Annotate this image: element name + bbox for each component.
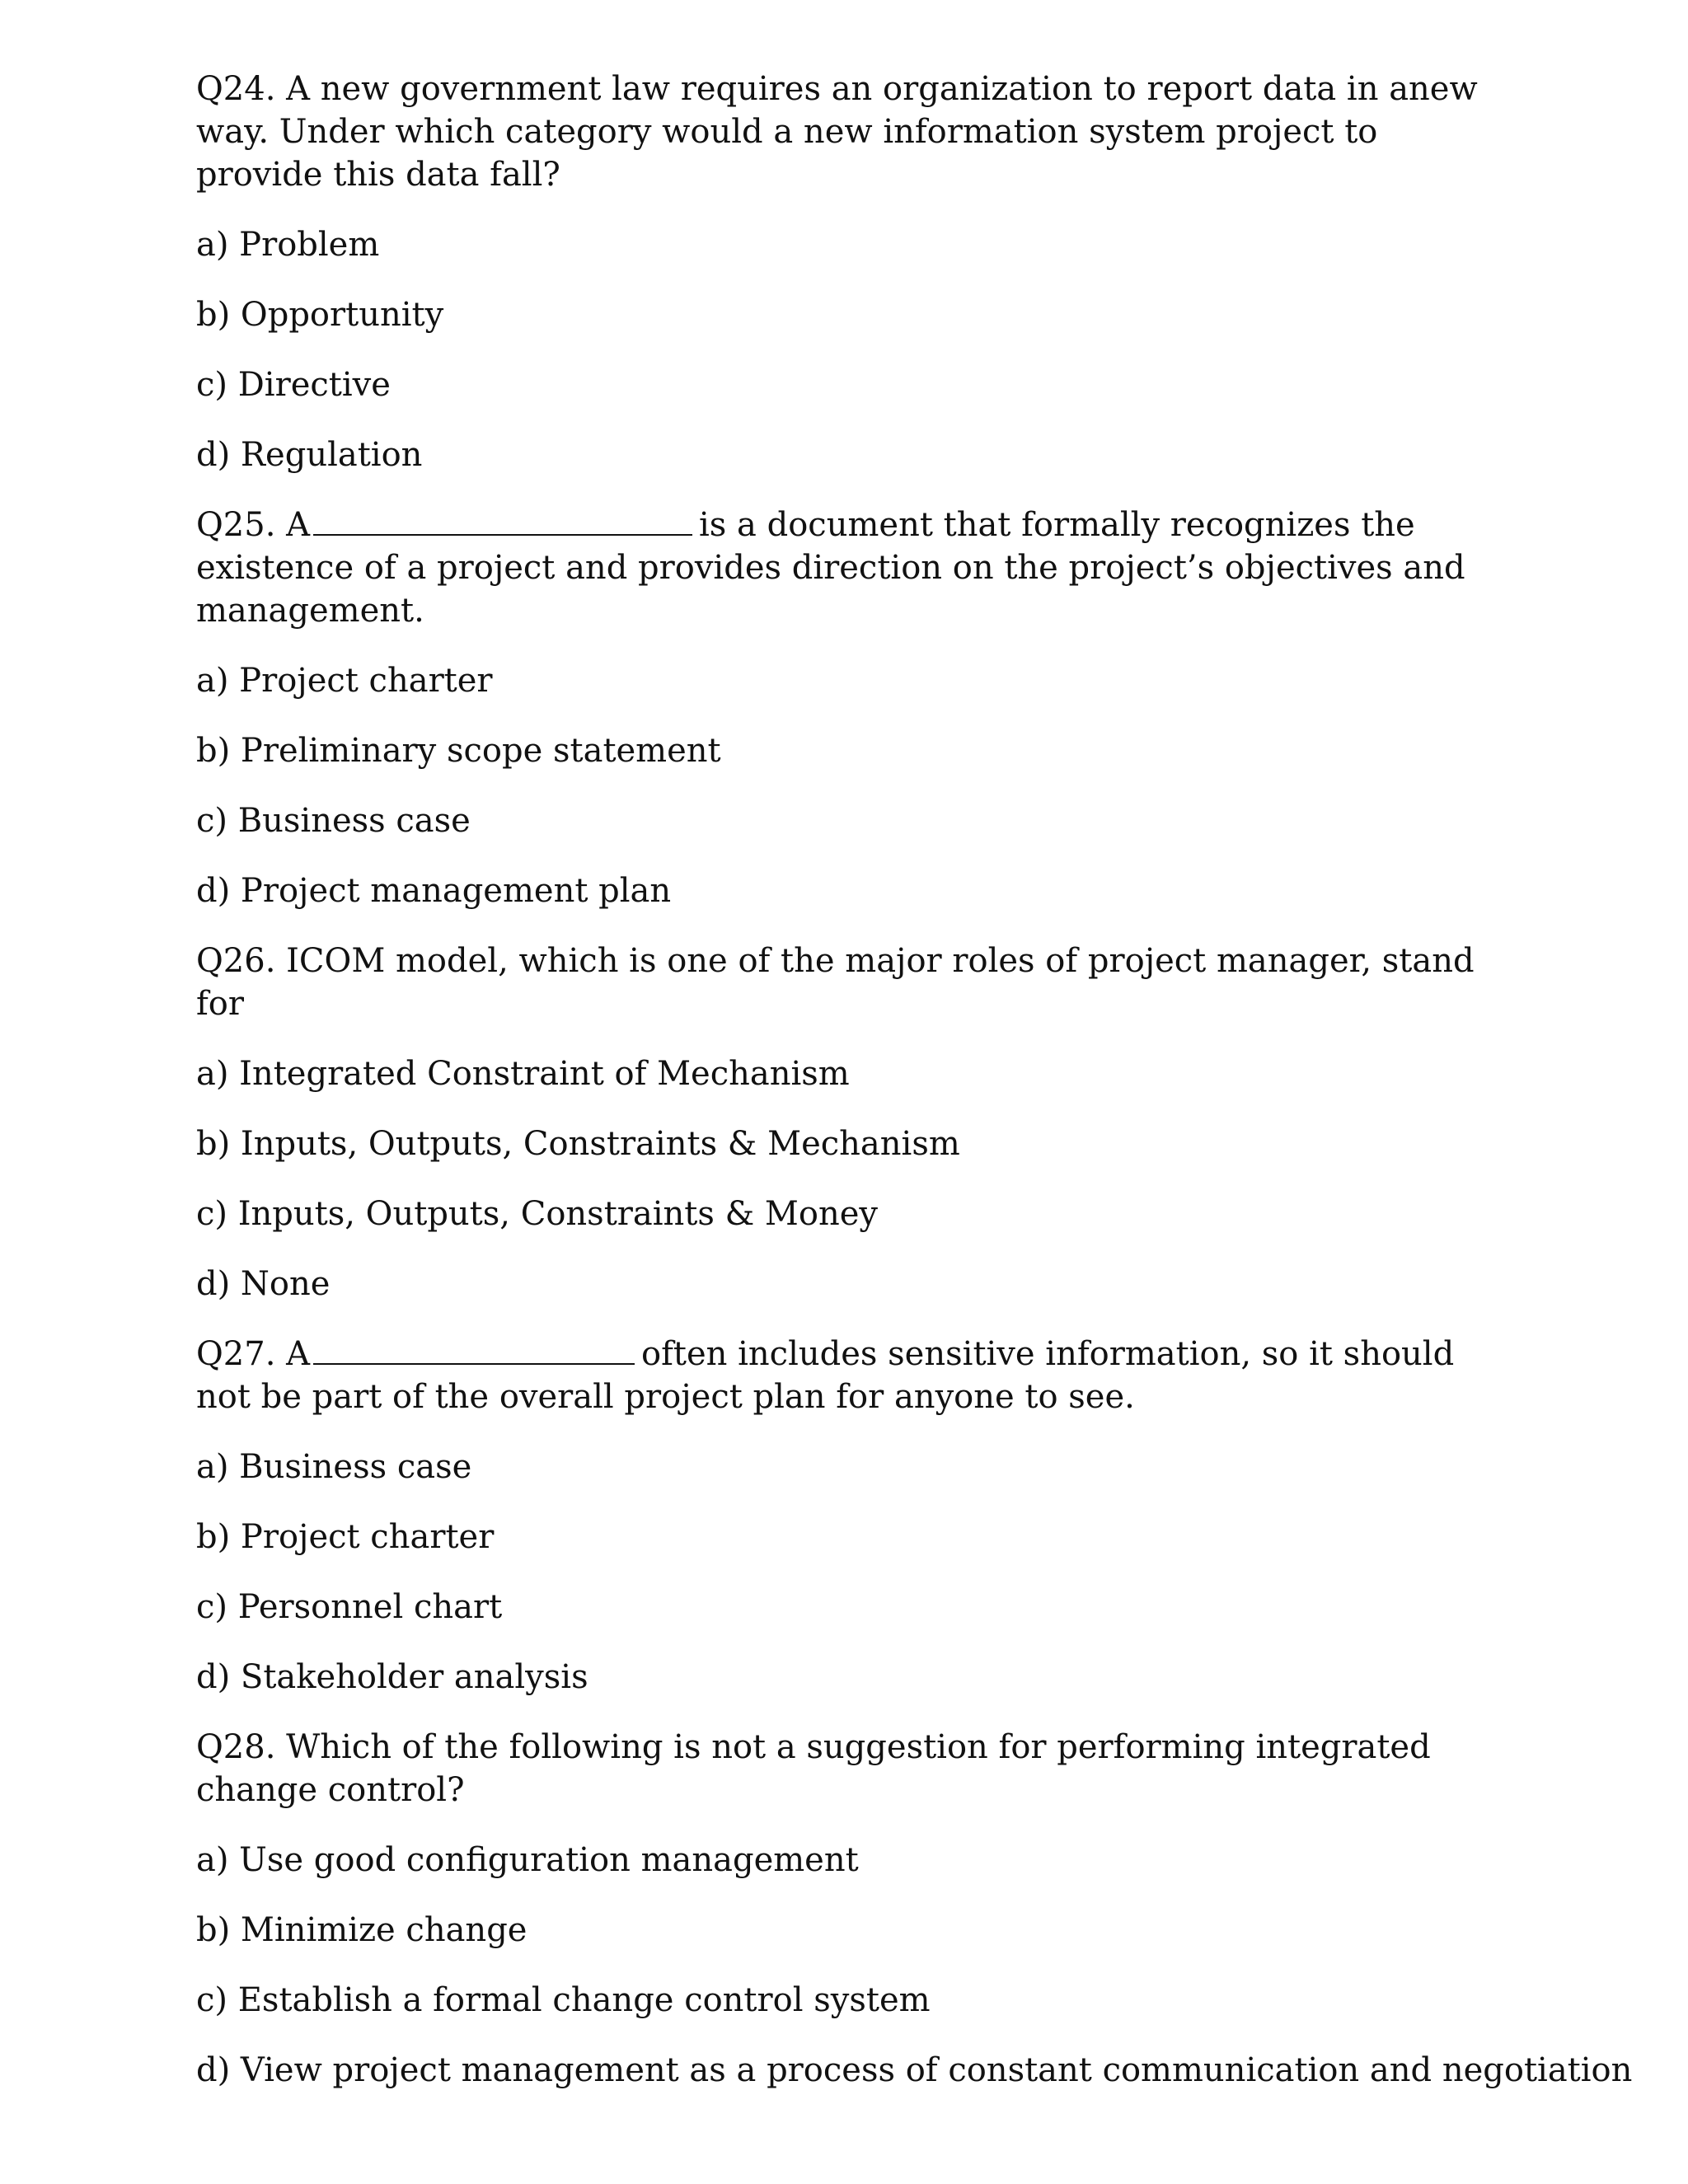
- option-a: a) Business case: [196, 1448, 472, 1486]
- option-c: c) Business case: [196, 802, 471, 840]
- question-body: ICOM model, which is one of the major roles of project manager, stand for: [196, 942, 1475, 1023]
- option-b: b) Opportunity: [196, 296, 444, 334]
- question-text: [196, 1333, 1498, 1418]
- question-body: A new government law requires an organization to report data in anew way. Under which category would a new information system project to provide this data fall?: [196, 70, 1478, 194]
- question-body-end: is a document that formally recognizes the existence of a project and provides direction on the project’s objectives and management.: [196, 506, 1465, 630]
- question-number: Q26.: [196, 942, 276, 980]
- question-number: Q24.: [196, 70, 276, 108]
- question-26: [196, 940, 1498, 1305]
- question-body-start: A: [286, 506, 311, 544]
- option-d: d) Stakeholder analysis: [196, 1658, 588, 1696]
- fill-in-blank: [313, 504, 692, 536]
- option-a: a) Project charter: [196, 662, 493, 700]
- option-b: b) Inputs, Outputs, Constraints & Mechanism: [196, 1125, 960, 1163]
- question-25: [196, 504, 1498, 912]
- option-c: c) Establish a formal change control system: [196, 1981, 931, 2019]
- question-text: [196, 68, 1498, 196]
- option-b: b) Minimize change: [196, 1911, 528, 1949]
- option-d: d) View project management as a process of constant communication and negotiation: [196, 2051, 1633, 2089]
- question-text: [196, 940, 1498, 1025]
- question-body-start: A: [286, 1335, 311, 1373]
- option-a: a) Integrated Constraint of Mechanism: [196, 1055, 850, 1093]
- option-d: d) None: [196, 1265, 331, 1303]
- document-page: [196, 68, 1633, 2119]
- question-body-end: often includes sensitive information, so it should not be part of the overall project plan for anyone to see.: [196, 1335, 1455, 1416]
- option-c: c) Inputs, Outputs, Constraints & Money: [196, 1195, 878, 1233]
- question-28: [196, 1726, 1633, 2092]
- question-number: Q25.: [196, 506, 276, 544]
- option-d: d) Project management plan: [196, 872, 672, 910]
- question-27: [196, 1333, 1498, 1699]
- question-text: [196, 504, 1498, 632]
- option-d: d) Regulation: [196, 436, 423, 474]
- option-a: a) Problem: [196, 226, 380, 264]
- question-number: Q28.: [196, 1728, 276, 1766]
- question-24: [196, 68, 1498, 476]
- option-b: b) Preliminary scope statement: [196, 732, 721, 770]
- question-body: Which of the following is not a suggestion for performing integrated change control?: [196, 1728, 1431, 1809]
- option-b: b) Project charter: [196, 1518, 495, 1556]
- question-text: [196, 1726, 1498, 1811]
- fill-in-blank: [313, 1333, 635, 1365]
- question-number: Q27.: [196, 1335, 276, 1373]
- option-a: a) Use good configuration management: [196, 1841, 859, 1879]
- option-c: c) Personnel chart: [196, 1588, 503, 1626]
- option-c: c) Directive: [196, 366, 391, 404]
